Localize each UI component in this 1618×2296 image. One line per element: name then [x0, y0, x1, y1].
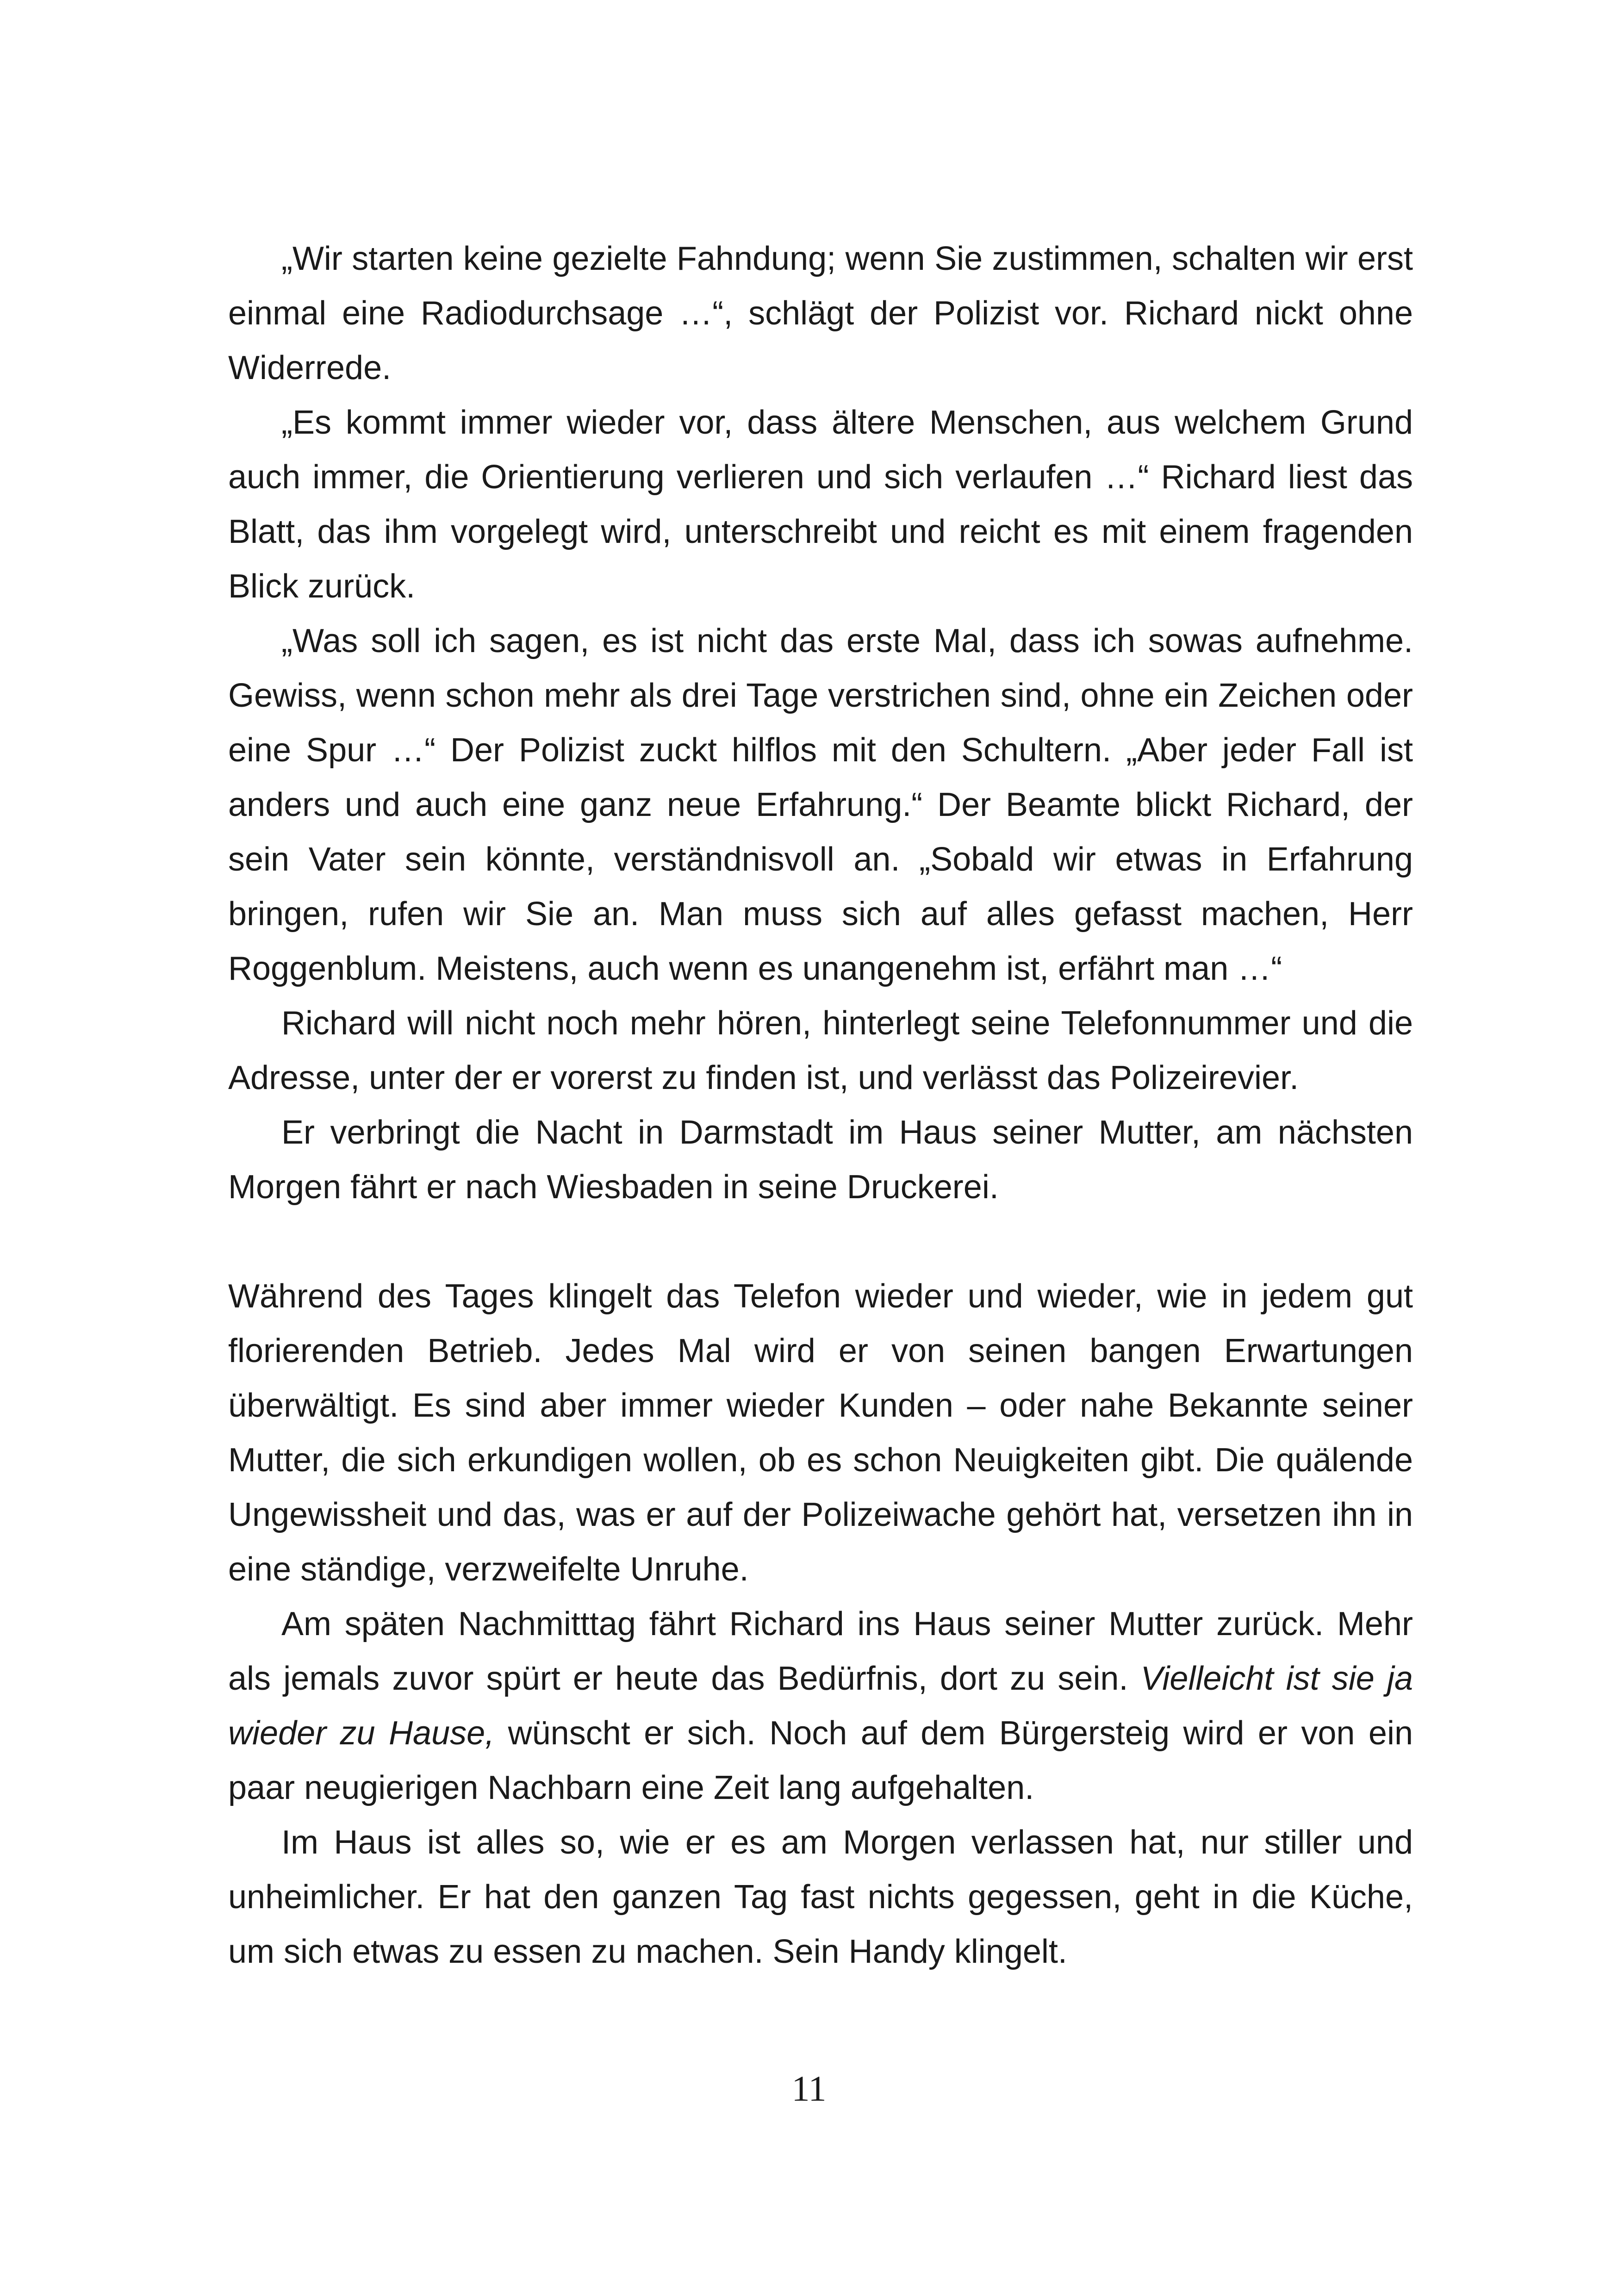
paragraph-text-before: Am späten Nachmitttag fährt Richard ins Haus seiner Mutter zurück. Mehr als jemals zuvor spürt er heute das Bedürfnis, dort zu sein.	[228, 1605, 1413, 1697]
paragraph: Er verbringt die Nacht in Darmstadt im Haus seiner Mutter, am nächsten Morgen fährt er nach Wiesbaden in seine Druckerei.	[228, 1114, 1413, 1206]
italic-thought: Vielleicht ist sie ja wieder zu Hause,	[228, 1660, 1413, 1752]
text-section-1	[228, 231, 1413, 1214]
paragraph-text-after: wünscht er sich. Noch auf dem Bürgersteig wird er von ein paar neugierigen Nachbarn eine Zeit lang aufgehalten.	[228, 1715, 1413, 1806]
paragraph: Im Haus ist alles so, wie er es am Morgen verlassen hat, nur stiller und unheimlicher. Er hat den ganzen Tag fast nichts gegessen, geht in die Küche, um sich etwas zu essen zu machen. Sein Handy klingelt.	[228, 1824, 1413, 1970]
paragraph: Richard will nicht noch mehr hören, hinterlegt seine Telefonnummer und die Adresse, unter der er vorerst zu finden ist, und verlässt das Polizeirevier.	[228, 1005, 1413, 1096]
paragraph: „Wir starten keine gezielte Fahndung; wenn Sie zustimmen, schalten wir erst einmal eine Radiodurchsage …“, schlägt der Polizist vor. Richard nickt ohne Widerrede.	[228, 240, 1413, 386]
page-number: 11	[791, 2068, 827, 2109]
paragraph: „Es kommt immer wieder vor, dass ältere Menschen, aus welchem Grund auch immer, die Orientierung verlieren und sich verlaufen …“ Richard liest das Blatt, das ihm vorgelegt wird, unterschreibt und reicht es mit einem fragenden Blick zurück.	[228, 404, 1413, 605]
paragraph: „Was soll ich sagen, es ist nicht das erste Mal, dass ich sowas aufnehme. Gewiss, wenn schon mehr als drei Tage verstrichen sind, ohne ein Zeichen oder eine Spur …“ Der Polizist zuckt hilflos mit den Schultern. „Aber jeder Fall ist anders und auch eine ganz neue Erfahrung.“ Der Beamte blickt Richard, der sein Vater sein könnte, verständnisvoll an. „Sobald wir etwas in Erfahrung bringen, rufen wir Sie an. Man muss sich auf alles gefasst machen, Herr Roggenblum. Meistens, auch wenn es unangenehm ist, erfährt man …“	[228, 622, 1413, 987]
paragraph-with-italic	[228, 1597, 1413, 1815]
text-section-2	[228, 1269, 1413, 1979]
paragraph: Während des Tages klingelt das Telefon wieder und wieder, wie in jedem gut florierenden Betrieb. Jedes Mal wird er von seinen bangen Erwartungen überwältigt. Es sind aber immer wieder Kunden – oder nahe Bekannte seiner Mutter, die sich erkundigen wollen, ob es schon Neuigkeiten gibt. Die quälende Ungewissheit und das, was er auf der Polizeiwache gehört hat, versetzen ihn in eine ständige, verzweifelte Unruhe.	[228, 1278, 1413, 1588]
page-body	[228, 231, 1413, 1979]
